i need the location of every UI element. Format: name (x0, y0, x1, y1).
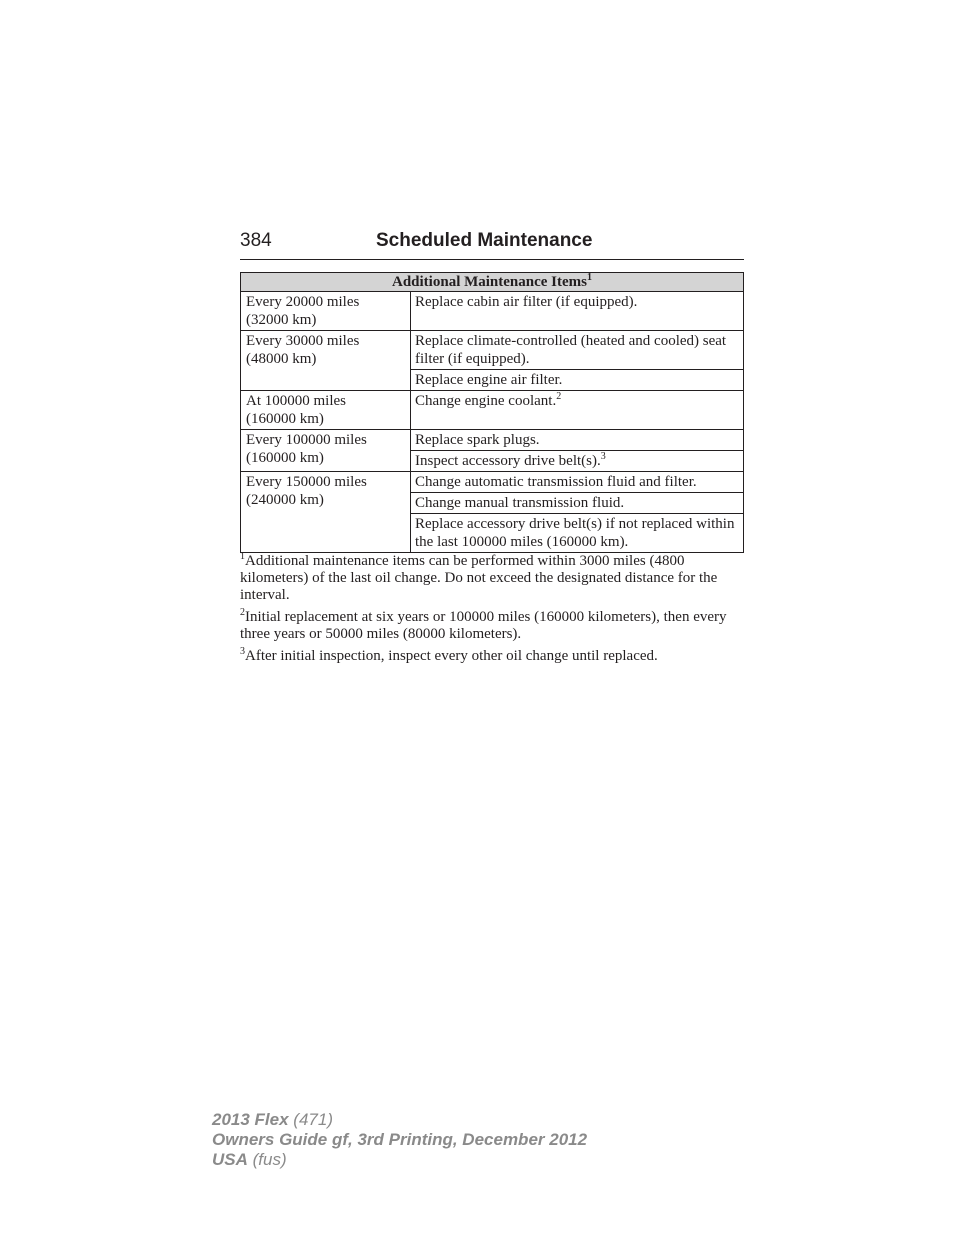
footnote-1 (240, 553, 744, 604)
interval-cell (241, 430, 411, 472)
footer-model-code: (471) (293, 1110, 333, 1129)
interval-km: (160000 km) (246, 450, 324, 466)
interval-cell (241, 331, 411, 391)
table-header-row (241, 273, 744, 292)
maintenance-table (240, 272, 744, 553)
interval-km: (160000 km) (246, 411, 324, 427)
task-text: Inspect accessory drive belt(s). (415, 453, 601, 469)
table-title-text: Additional Maintenance Items (392, 274, 587, 290)
interval-km: (48000 km) (246, 351, 317, 367)
footnote-3 (240, 648, 744, 665)
page-header (240, 229, 744, 260)
table-title-footnote-mark: 1 (587, 272, 592, 283)
task-cell (411, 391, 744, 430)
footnote-2-text: Initial replacement at six years or 100000 miles (160000 kilometers), then every three years or 50000 miles (80000 kilometers). (240, 609, 727, 642)
task-cell: Replace spark plugs. (411, 430, 744, 451)
table-row (241, 331, 744, 370)
document-footer (212, 1110, 587, 1170)
footnote-mark: 2 (556, 391, 562, 402)
table-row (241, 430, 744, 451)
task-cell: Change manual transmission fluid. (411, 493, 744, 514)
interval-miles: Every 30000 miles (246, 333, 360, 349)
footnote-1-mark: 1 (240, 551, 245, 562)
interval-miles: Every 20000 miles (246, 294, 360, 310)
section-title: Scheduled Maintenance (376, 230, 593, 251)
task-cell (411, 451, 744, 472)
interval-km: (32000 km) (246, 312, 317, 328)
footnote-mark: 3 (600, 451, 606, 462)
table-row (241, 292, 744, 331)
footnote-3-text: After initial inspection, inspect every other oil change until replaced. (245, 648, 658, 664)
footer-model: 2013 Flex (212, 1110, 289, 1129)
interval-cell (241, 292, 411, 331)
task-cell: Change automatic transmission fluid and filter. (411, 472, 744, 493)
table-title (241, 273, 744, 292)
task-text: Change engine coolant. (415, 393, 557, 409)
footnote-3-mark: 3 (240, 646, 245, 657)
footnote-2 (240, 609, 744, 643)
page-number: 384 (240, 230, 272, 251)
footer-guide-line (212, 1130, 587, 1150)
interval-miles: Every 150000 miles (246, 474, 367, 490)
task-cell: Replace accessory drive belt(s) if not replaced within the last 100000 miles (160000 km). (411, 514, 744, 553)
footnote-2-mark: 2 (240, 607, 245, 618)
interval-miles: Every 100000 miles (246, 432, 367, 448)
table-row (241, 391, 744, 430)
interval-cell (241, 391, 411, 430)
task-cell: Replace climate-controlled (heated and cooled) seat filter (if equipped). (411, 331, 744, 370)
footer-region-line (212, 1150, 587, 1170)
footer-region: USA (212, 1150, 248, 1169)
table-row (241, 472, 744, 493)
footer-region-code: (fus) (252, 1150, 287, 1169)
footnotes (240, 553, 744, 670)
footer-guide: Owners Guide gf, 3rd Printing, December 2012 (212, 1130, 588, 1149)
task-cell: Replace engine air filter. (411, 370, 744, 391)
task-cell: Replace cabin air filter (if equipped). (411, 292, 744, 331)
interval-km: (240000 km) (246, 492, 324, 508)
footer-model-line (212, 1110, 587, 1130)
interval-miles: At 100000 miles (246, 393, 346, 409)
footnote-1-text: Additional maintenance items can be performed within 3000 miles (4800 kilometers) of the last oil change. Do not exceed the designated distance for the interval. (240, 553, 718, 603)
interval-cell (241, 472, 411, 553)
